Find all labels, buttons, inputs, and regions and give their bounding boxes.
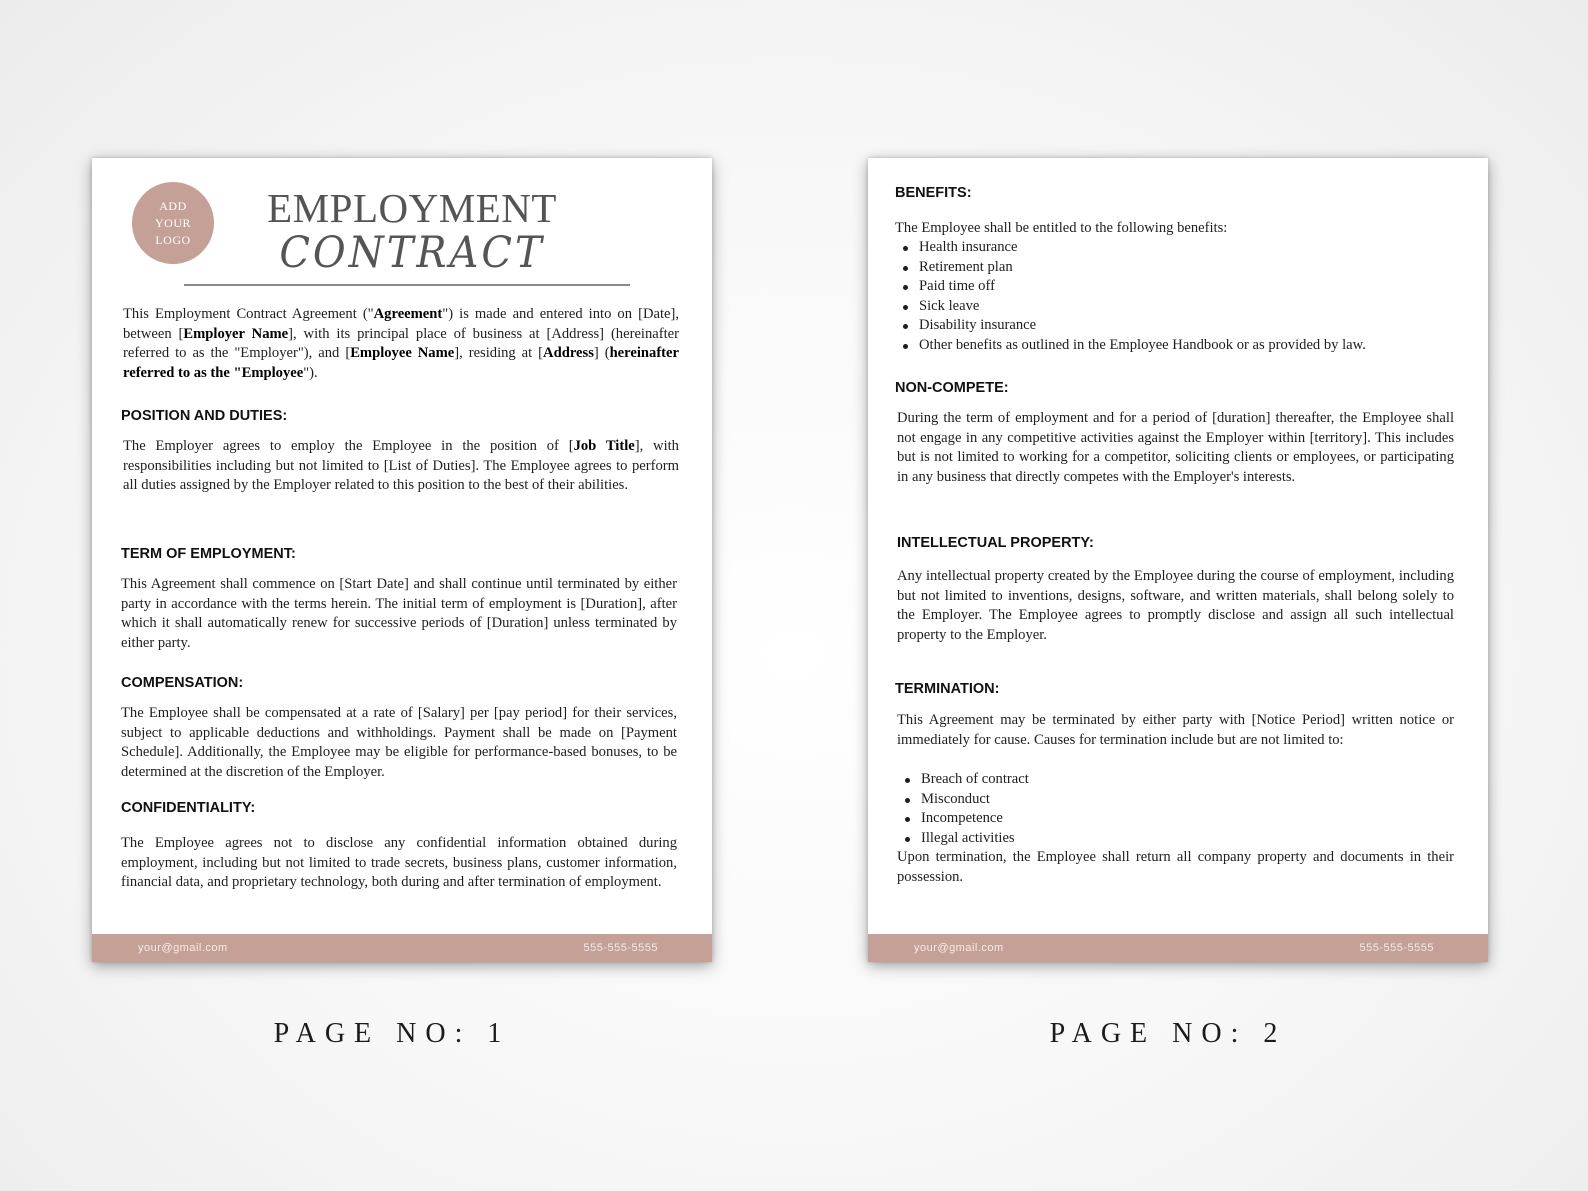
logo-text-line: ADD (159, 198, 187, 213)
contract-page-2 (868, 158, 1488, 962)
position-text: The Employer agrees to employ the Employee in the position of [ (123, 438, 574, 454)
section-heading-confidentiality: CONFIDENTIALITY: (121, 800, 256, 816)
section-heading-noncompete: NON-COMPETE: (895, 380, 1009, 396)
intro-bold: Employee Name (350, 345, 455, 362)
section-heading-compensation: COMPENSATION: (121, 675, 244, 691)
term-paragraph: This Agreement shall commence on [Start Date] and shall continue until terminated by either party in accordance with the terms herein. The initial term of employment is [Duration], after which it shall automatically renew for successive periods of [Duration] unless terminated by either party. (121, 576, 677, 651)
page-number-label-1: PAGE NO: 1 (273, 1018, 511, 1049)
position-paragraph (123, 437, 679, 496)
intro-bold: Employer Name (183, 325, 289, 342)
position-text: ], with responsibilities including but not limited to [List of Duties]. The Employee agrees to perform all duties assigned by the Employer related to this position to the best of their abilities. (123, 438, 679, 494)
confidentiality-paragraph: The Employee agrees not to disclose any confidential information obtained during employment, including but not limited to trade secrets, business plans, customer information, financial data, and proprietary technology, both during and after termination of employment. (121, 835, 677, 891)
intro-paragraph (123, 305, 679, 383)
footer-phone: 555-555-5555 (1359, 942, 1434, 954)
intro-text: "). (303, 364, 318, 381)
page-footer (92, 934, 712, 962)
benefits-intro: The Employee shall be entitled to the following benefits: (895, 220, 1228, 236)
termination-paragraph: This Agreement may be terminated by either party with [Notice Period] written notice or immediately for cause. Causes for termination include but are not limited to: (897, 712, 1454, 748)
title-divider (184, 284, 630, 286)
footer-phone: 555-555-5555 (583, 942, 658, 954)
list-item: Other benefits as outlined in the Employee Handbook or as provided by law. (895, 336, 1455, 356)
section-heading-term: TERM OF EMPLOYMENT: (121, 546, 296, 562)
compensation-paragraph: The Employee shall be compensated at a rate of [Salary] per [pay period] for their services, subject to applicable deductions and withholdings. Payment shall be made on [Payment Schedule]. Additionally, the Employee may be eligible for performance-based bonuses, to be determined at the discretion of the Employer. (121, 705, 677, 780)
section-heading-termination: TERMINATION: (895, 681, 1000, 697)
logo-placeholder (132, 182, 214, 264)
section-heading-position: POSITION AND DUTIES: (121, 408, 288, 424)
intro-text: ], with its principal place of business at [Address] (hereinafter referred to as the "Employer"), and [ (123, 325, 679, 362)
footer-email: your@gmail.com (914, 942, 1004, 954)
list-item: Disability insurance (895, 316, 1455, 336)
section-heading-ip: INTELLECTUAL PROPERTY: (897, 535, 1094, 551)
noncompete-paragraph: During the term of employment and for a period of [duration] thereafter, the Employee shall not engage in any competitive activities against the Employer within [territory]. This includes but is not limited to working for a competitor, soliciting clients or employees, or participating in any business that directly competes with the Employer's interests. (897, 410, 1454, 485)
position-bold: Job Title (573, 438, 635, 454)
logo-text-line: YOUR (154, 215, 191, 230)
intro-bold: Address (543, 345, 594, 362)
intro-text: ") is made and entered into on [Date], between [ (123, 306, 679, 342)
list-item: Misconduct (897, 790, 1454, 810)
list-item: Sick leave (895, 297, 1455, 317)
page-number-label-2: PAGE NO: 2 (1049, 1018, 1287, 1049)
termination-closing: Upon termination, the Employee shall return all company property and documents in their possession. (897, 849, 1454, 885)
list-item: Illegal activities (897, 829, 1454, 849)
section-heading-benefits: BENEFITS: (895, 185, 972, 201)
page-footer (868, 934, 1488, 962)
benefits-list (895, 238, 1455, 356)
list-item: Retirement plan (895, 258, 1455, 278)
document-title: EMPLOYMENT (267, 185, 557, 231)
footer-email: your@gmail.com (138, 942, 228, 954)
list-item: Health insurance (895, 238, 1455, 258)
list-item: Incompetence (897, 809, 1454, 829)
intro-text: ], residing at [ (454, 345, 544, 362)
list-item: Breach of contract (897, 770, 1454, 790)
intro-bold: hereinafter referred to as the "Employee (123, 345, 679, 381)
document-subtitle: CONTRACT (279, 228, 545, 278)
intro-bold: Agreement (373, 306, 443, 322)
contract-page-1 (92, 158, 712, 962)
intro-text: This Employment Contract Agreement (" (123, 306, 374, 322)
ip-paragraph: Any intellectual property created by the Employee during the course of employment, including but not limited to inventions, designs, software, and written materials, shall belong solely to the Employer. The Employee agrees to promptly disclose and assign all such intellectual property to the Employer. (897, 568, 1454, 643)
list-item: Paid time off (895, 277, 1455, 297)
logo-text-line: LOGO (155, 232, 191, 247)
intro-text: ] ( (593, 345, 610, 362)
termination-causes-list (897, 770, 1454, 848)
